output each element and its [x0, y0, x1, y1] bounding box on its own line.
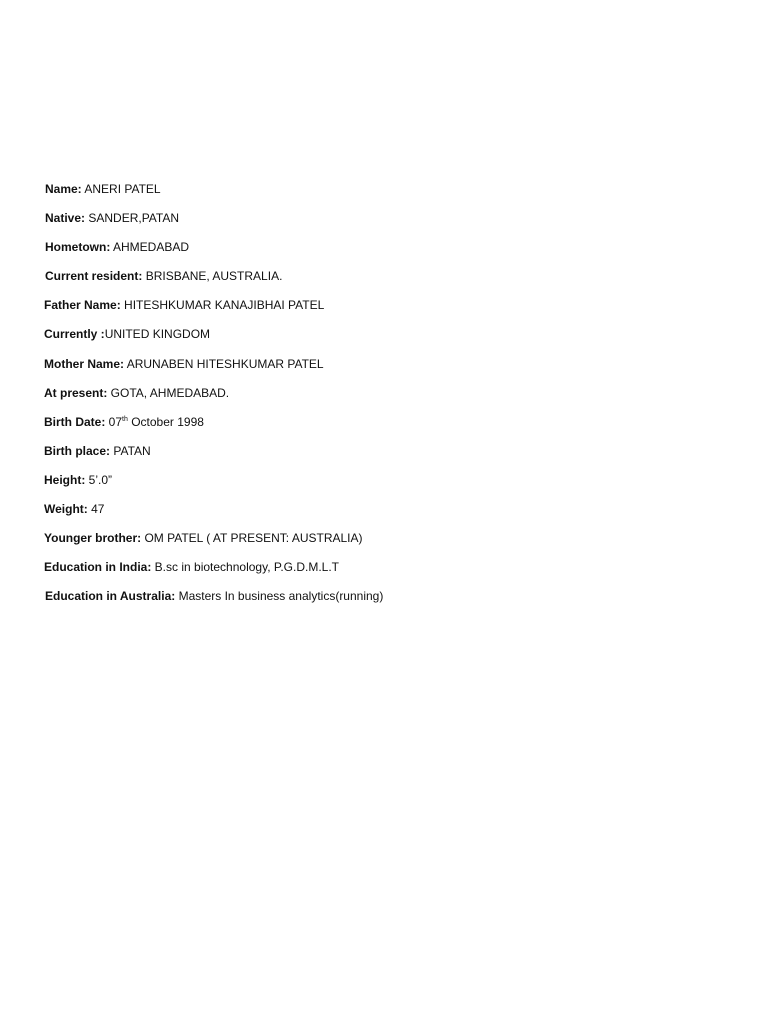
field-birth-date	[44, 413, 744, 442]
field-name	[44, 180, 744, 209]
field-value: GOTA, AHMEDABAD.	[107, 385, 230, 400]
field-value: AHMEDABAD	[110, 240, 190, 255]
field-at-present	[44, 384, 744, 413]
field-label: Weight:	[44, 502, 88, 517]
field-value: HITESHKUMAR KANAJIBHAI PATEL	[120, 298, 325, 313]
field-label: Hometown:	[45, 240, 111, 255]
field-value: 47	[87, 502, 105, 517]
field-native	[44, 209, 744, 238]
field-weight	[44, 500, 744, 529]
field-value: ANERI PATEL	[81, 182, 161, 196]
field-father-name	[44, 296, 744, 325]
field-height	[44, 471, 744, 500]
field-currently	[44, 325, 744, 354]
field-value-prefix: 07	[105, 414, 123, 429]
field-value: B.sc in biotechnology, P.G.D.M.L.T	[151, 560, 339, 575]
field-label: Current resident:	[45, 269, 143, 284]
field-label: Currently :	[44, 327, 105, 342]
field-label: Education in Australia:	[45, 589, 176, 604]
field-birth-place	[44, 442, 744, 471]
field-younger-brother	[44, 529, 744, 558]
field-hometown	[44, 238, 744, 267]
field-label: Birth place:	[44, 443, 111, 458]
field-label: Height:	[44, 472, 86, 487]
field-label: Father Name:	[44, 298, 121, 313]
field-value: SANDER,PATAN	[85, 211, 180, 226]
field-value: BRISBANE, AUSTRALIA.	[142, 269, 283, 284]
field-label: At present:	[44, 385, 108, 400]
field-education-australia	[44, 587, 744, 616]
field-mother-name	[44, 355, 744, 384]
field-value: UNITED KINGDOM	[104, 327, 211, 342]
field-education-india	[44, 558, 744, 587]
field-label: Native:	[45, 211, 86, 226]
field-value-suffix: October 1998	[127, 414, 204, 429]
ordinal-suffix: th	[122, 415, 128, 423]
field-label: Education in India:	[44, 560, 152, 575]
field-current-resident	[44, 267, 744, 296]
field-label: Name:	[45, 182, 82, 196]
field-label: Birth Date:	[44, 414, 106, 429]
field-value: PATAN	[110, 443, 151, 458]
field-label: Younger brother:	[44, 531, 142, 546]
biodata-fields	[44, 180, 744, 616]
field-value: ARUNABEN HITESHKUMAR PATEL	[124, 356, 324, 371]
field-value: OM PATEL ( AT PRESENT: AUSTRALIA)	[141, 531, 363, 546]
field-label: Mother Name:	[44, 356, 125, 371]
field-value: Masters In business analytics(running)	[175, 589, 384, 604]
field-value: 5’.0”	[85, 472, 113, 487]
